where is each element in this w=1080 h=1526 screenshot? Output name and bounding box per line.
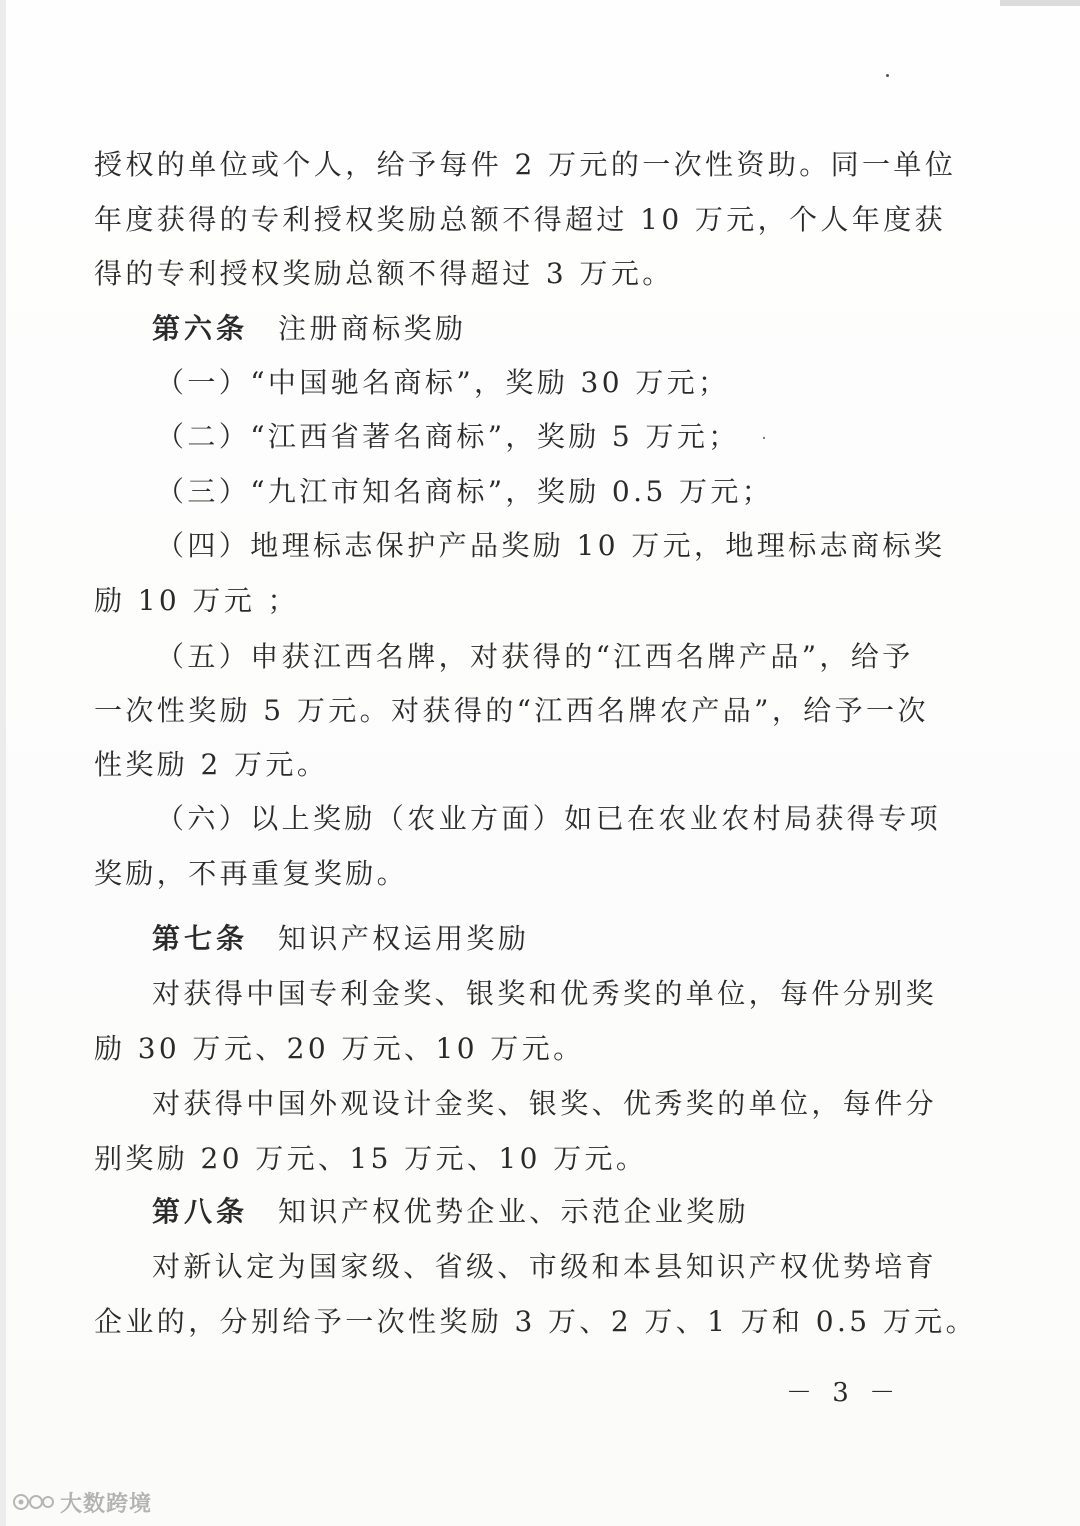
article-8-title: 知识产权优势企业、示范企业奖励 [278, 1195, 750, 1228]
article-6-title: 注册商标奖励 [278, 312, 467, 345]
article-6-line: （二）“江西省著名商标”，奖励 5 万元； [156, 420, 740, 453]
watermark [12, 1488, 152, 1516]
article-7-title: 知识产权运用奖励 [278, 922, 530, 955]
article-6-heading [152, 312, 922, 346]
article-7-line: 别奖励 20 万元、15 万元、10 万元。 [94, 1142, 648, 1175]
article-6-line: 励 10 万元 ； [94, 584, 299, 617]
article-8-line: 对新认定为国家级、省级、市级和本县知识产权优势培育 [152, 1250, 938, 1283]
article-6-line: （三）“九江市知名商标”，奖励 0.5 万元； [156, 475, 774, 508]
article-6-line: （五）申获江西名牌，对获得的“江西名牌产品”，给予 [156, 640, 914, 673]
article-8-heading [152, 1195, 922, 1229]
scan-left-edge [0, 0, 6, 1526]
scan-top-edge [1000, 0, 1080, 6]
article-7-line: 对获得中国外观设计金奖、银奖、优秀奖的单位，每件分 [152, 1087, 938, 1120]
eye-logo-icon [12, 1490, 54, 1514]
article-6-line: （六）以上奖励（农业方面）如已在农业农村局获得专项 [156, 802, 942, 835]
article-7-heading [152, 922, 922, 956]
body-line: 授权的单位或个人，给予每件 2 万元的一次性资助。同一单位 [94, 148, 957, 181]
article-7-line: 对获得中国专利金奖、银奖和优秀奖的单位，每件分别奖 [152, 977, 938, 1010]
page-number: － 3 － [786, 1378, 902, 1408]
article-7-label: 第七条 [152, 922, 249, 955]
article-6-line: （一）“中国驰名商标”，奖励 30 万元； [156, 366, 730, 399]
article-6-line: 一次性奖励 5 万元。对获得的“江西名牌农产品”，给予一次 [94, 694, 929, 727]
body-line: 得的专利授权奖励总额不得超过 3 万元。 [94, 257, 674, 290]
article-6-line: 奖励，不再重复奖励。 [94, 857, 409, 890]
article-6-line: （四）地理标志保护产品奖励 10 万元，地理标志商标奖 [156, 529, 946, 562]
article-8-label: 第八条 [152, 1195, 249, 1228]
watermark-text: 大数跨境 [60, 1491, 153, 1517]
article-7-line: 励 30 万元、20 万元、10 万元。 [94, 1032, 585, 1065]
article-6-line: 性奖励 2 万元。 [94, 748, 329, 781]
body-line: 年度获得的专利授权奖励总额不得超过 10 万元，个人年度获 [94, 203, 947, 236]
article-6-label: 第六条 [152, 312, 249, 345]
scan-speck [886, 74, 889, 77]
article-8-line: 企业的，分别给予一次性奖励 3 万、2 万、1 万和 0.5 万元。 [94, 1305, 977, 1338]
